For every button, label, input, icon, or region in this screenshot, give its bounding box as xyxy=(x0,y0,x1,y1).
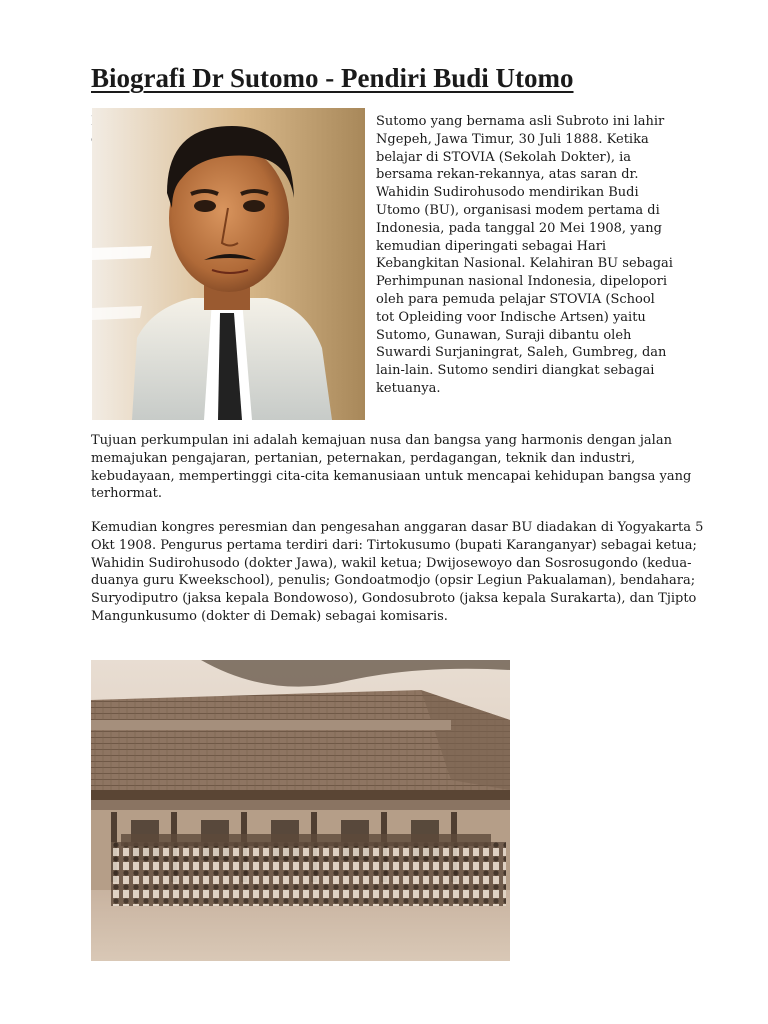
sutomo-portrait-image xyxy=(92,108,365,420)
biography-intro-text: Sutomo yang bernama asli Subroto ini lahir Ngepeh, Jawa Timur, 30 Juli 1888. Ketika belajar di STOVIA (Sekolah Dokter), ia bersama rekan-rekannya, atas saran dr. Wahidin Sudirohusodo mendirikan Budi Utomo (BU), organisasi modem pertama di Indonesia, pada tanggal 20 Mei 1908, yang kemudian diperingati sebagai Hari Kebangkitan Nasional. Kelahiran BU sebagai Perhimpunan nasional Indonesia, dipelopori oleh para pemuda pelajar STOVIA (School tot Opleiding voor Indische Artsen) yaitu Sutomo, Gunawan, Suraji dibantu oleh Suwardi Surjaningrat, Saleh, Gumbreg, dan lain-lain. Sutomo sendiri diangkat sebagai ketuanya. xyxy=(376,114,673,396)
paragraph-goals: Tujuan perkumpulan ini adalah kemajuan nusa dan bangsa yang harmonis dengan jalan memajukan pengajaran, pertanian, peternakan, perdagangan, teknik dan industri, kebudayaan, mempertinggi cita-cita kemanusiaan untuk mencapai kehidupan bangsa yang terhormat. xyxy=(91,433,692,502)
paragraph-congress: Kemudian kongres peresmian dan pengesahan anggaran dasar BU diadakan di Yogyakarta 5 Okt 1908. Pengurus pertama terdiri dari: Tirtokusumo (bupati Karanganyar) sebagai ketua; Wahidin Sudirohusodo (dokter Jawa), wakil ketua; Dwijosewoyo dan Sosrosugondo (kedua-duanya guru Kweekschool), penulis; Gondoatmodjo (opsir Legiun Pakualaman), bendahara; Suryodiputro (jaksa kepala Bondowoso), Gondosubroto (jaksa kepala Surakarta), dan Tjipto Mangunkusumo (dokter di Demak) sebagai komisaris. xyxy=(91,520,704,624)
budi-utomo-group-photo xyxy=(91,660,510,961)
page-title: Biografi Dr Sutomo - Pendiri Budi Utomo xyxy=(91,63,574,93)
